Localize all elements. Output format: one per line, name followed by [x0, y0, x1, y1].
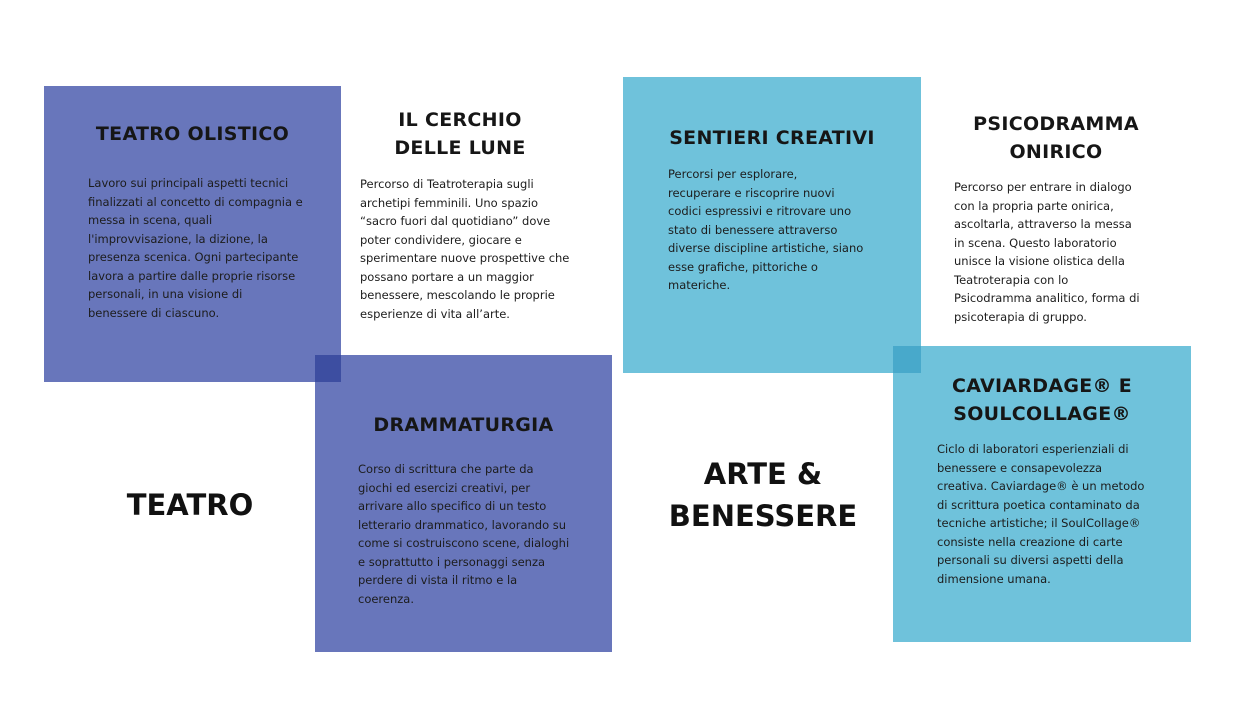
cyan-overlap	[893, 346, 921, 373]
sentieri-creativi-title: SENTIERI CREATIVI	[669, 127, 875, 149]
caviardage-text: Ciclo di laboratori esperienziali di benessere e consapevolezza creativa. Caviardage® è un metodo di scrittura poetica contaminato da tecniche artistiche; il SoulCollage® consiste nella creazione di carte personali su diversi aspetti della dimensione umana.	[937, 442, 1145, 586]
psicodramma-title: PSICODRAMMA ONIRICO	[973, 113, 1139, 163]
teatro-olistico-text: Lavoro sui principali aspetti tecnici finalizzati al concetto di compagnia e messa in scena, quali l'improvvisazione, la dizione, la presenza scenica. Ogni partecipante lavora a partire dalle proprie risorse personali, in una visione di benessere di ciascuno.	[88, 176, 303, 320]
sentieri-creativi-text: Percorsi per esplorare, recuperare e riscoprire nuovi codici espressivi e ritrovare uno stato di benessere attraverso diverse discipline artistiche, siano esse grafiche, pittoriche o materiche.	[668, 167, 864, 292]
caviardage-title: CAVIARDAGE® E SOULCOLLAGE®	[951, 375, 1132, 425]
cerchio-lune-title: IL CERCHIO DELLE LUNE	[394, 109, 526, 159]
arte-benessere-label: ARTE & BENESSERE	[668, 457, 858, 533]
drammaturgia-title: DRAMMATURGIA	[373, 414, 554, 436]
drammaturgia-text: Corso di scrittura che parte da giochi ed esercizi creativi, per arrivare allo specifico di un testo letterario drammatico, lavorando su come si costruiscono scene, dialoghi e soprattutto i personaggi senza perdere di vista il ritmo e la coerenza.	[358, 462, 570, 606]
teatro-label: TEATRO	[126, 488, 254, 522]
cerchio-lune-text: Percorso di Teatroterapia sugli archetipi femminili. Uno spazio “sacro fuori dal quotidiano” dove poter condividere, giocare e sperimentare nuove prospettive che possano portare a un maggior benessere, mescolando le proprie esperienze di vita all’arte.	[360, 177, 570, 321]
purple-overlap	[315, 355, 341, 382]
teatro-olistico-title: TEATRO OLISTICO	[95, 123, 290, 145]
psicodramma-text: Percorso per entrare in dialogo con la propria parte onirica, ascoltarla, attraverso la messa in scena. Questo laboratorio unisce la visione olistica della Teatroterapia con lo Psicodramma analitico, forma di psicoterapia di gruppo.	[954, 180, 1140, 324]
